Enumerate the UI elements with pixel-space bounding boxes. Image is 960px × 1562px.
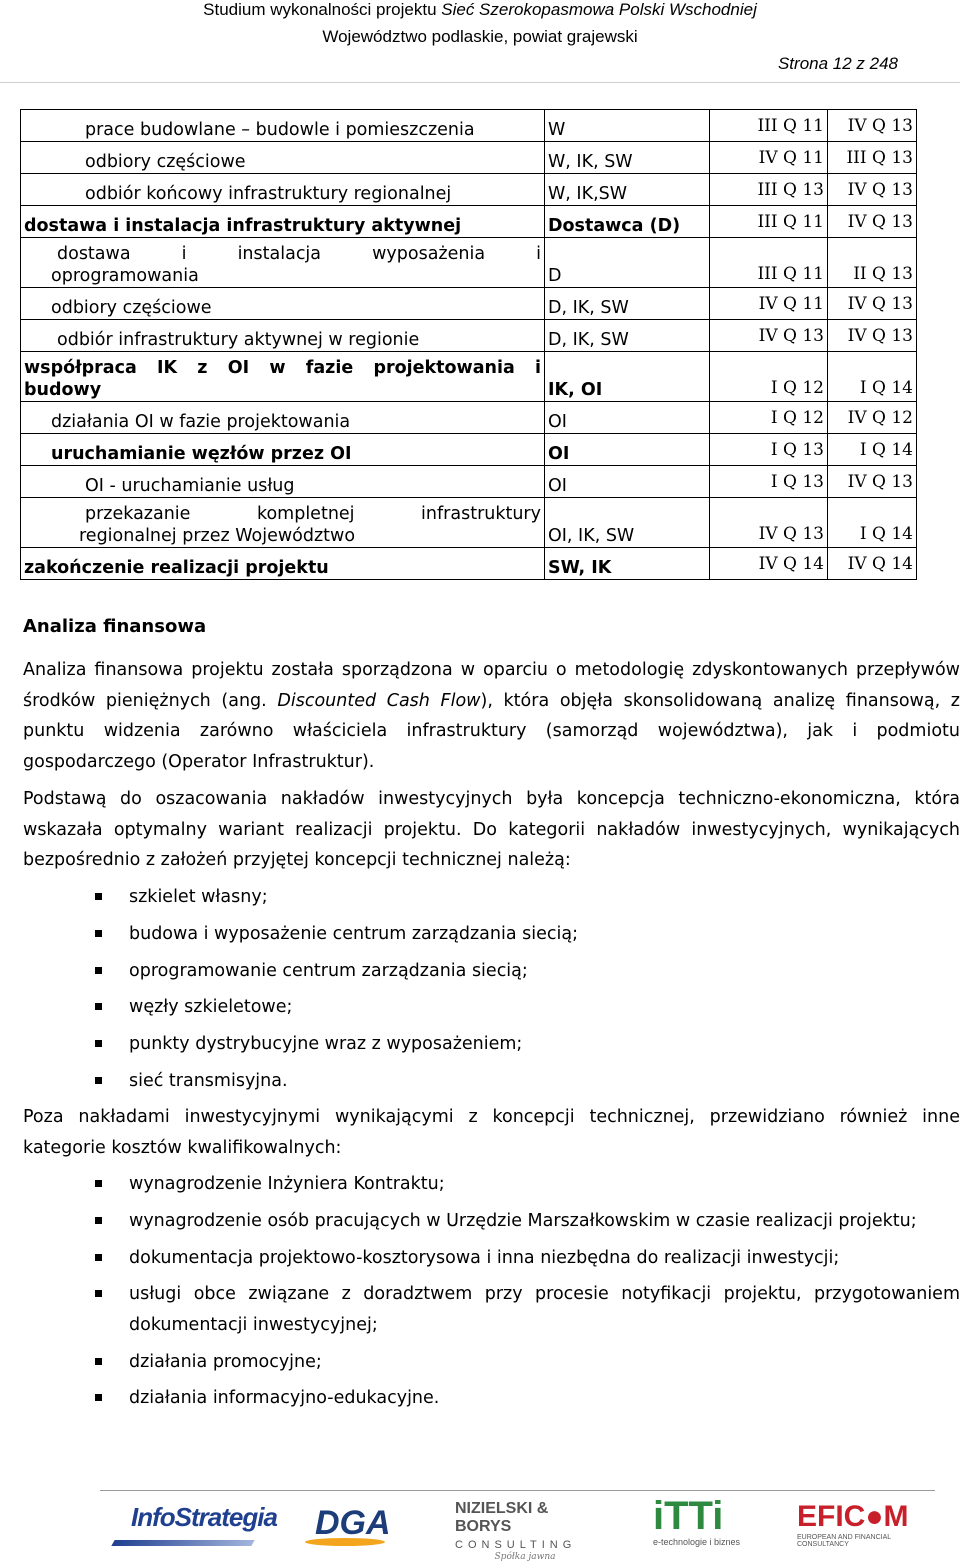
task-cell: prace budowlane – budowle i pomieszczenia <box>21 110 545 142</box>
list-item <box>95 1347 960 1378</box>
resp-cell: IK, OI <box>545 352 710 402</box>
resp-cell: OI <box>545 434 710 466</box>
header-project-name: Sieć Szerokopasmowa Polski Wschodniej <box>441 0 757 19</box>
list-item-text: wynagrodzenie osób pracujących w Urzędzie Marszałkowskim w czasie realizacji projektu; <box>129 1210 917 1231</box>
resp-cell: W, IK,SW <box>545 174 710 206</box>
start-cell: III Q 11 <box>710 238 828 288</box>
end-cell: I Q 14 <box>828 434 917 466</box>
list-item <box>95 1279 960 1340</box>
table-row <box>21 548 917 580</box>
table-row <box>21 238 917 288</box>
list-item-text: dokumentacja projektowo-kosztorysowa i inna niezbędna do realizacji inwestycji; <box>129 1247 840 1268</box>
infostrategia-logo-text: InfoStrategia <box>131 1502 277 1532</box>
bullet-icon <box>95 1217 102 1224</box>
eficom-logo <box>797 1500 937 1556</box>
task-cell: odbiory częściowe <box>21 142 545 174</box>
bullet-icon <box>95 967 102 974</box>
itti-logo <box>653 1495 768 1551</box>
resp-cell: W <box>545 110 710 142</box>
list-item <box>95 919 960 950</box>
start-cell: IV Q 11 <box>710 288 828 320</box>
start-cell: III Q 13 <box>710 174 828 206</box>
list-item-text: sieć transmisyjna. <box>129 1070 288 1091</box>
task-cell: odbiory częściowe <box>21 288 545 320</box>
resp-cell: Dostawca (D) <box>545 206 710 238</box>
end-cell: IV Q 13 <box>828 206 917 238</box>
resp-cell: OI <box>545 466 710 498</box>
end-cell: IV Q 12 <box>828 402 917 434</box>
bullet-icon <box>95 1254 102 1261</box>
table-row <box>21 434 917 466</box>
start-cell: I Q 12 <box>710 402 828 434</box>
list-item <box>95 1206 960 1237</box>
list-item-text: budowa i wyposażenie centrum zarządzania siecią; <box>129 923 578 944</box>
task-line-2: regionalnej przez Województwo <box>79 526 356 546</box>
table-row <box>21 288 917 320</box>
task-cell: odbiór infrastruktury aktywnej w regionie <box>21 320 545 352</box>
page-header <box>0 0 960 83</box>
start-cell: I Q 13 <box>710 434 828 466</box>
table-row <box>21 174 917 206</box>
end-cell: IV Q 13 <box>828 288 917 320</box>
table-row <box>21 352 917 402</box>
nb-logo-line3: Spółka jawna <box>494 1552 556 1562</box>
other-costs-list <box>95 1169 960 1420</box>
task-cell: OI - uruchamianie usług <box>21 466 545 498</box>
itti-logo-subtitle: e-technologie i biznes <box>653 1537 741 1547</box>
list-item <box>95 992 960 1023</box>
end-cell: II Q 13 <box>828 238 917 288</box>
bullet-icon <box>95 1358 102 1365</box>
start-cell: IV Q 14 <box>710 548 828 580</box>
start-cell: IV Q 13 <box>710 320 828 352</box>
paragraph-1 <box>23 655 960 777</box>
bullet-icon <box>95 1180 102 1187</box>
task-cell <box>21 352 545 402</box>
list-item <box>95 1029 960 1060</box>
paragraph-1-text-a: Analiza finansowa projektu została sporządzona w oparciu o metodologię zdyskontowanych przepływów środków pieniężnych (ang. <box>23 660 960 711</box>
paragraph-2: Podstawą do oszacowania nakładów inwestycyjnych była koncepcja techniczno-ekonomiczna, która wskazała optymalny wariant realizacji projektu. Do kategorii nakładów inwestycyjnych, wynikających bezpośrednio z założeń przyjętej koncepcji technicznej należą: <box>23 789 960 870</box>
nizielski-borys-logo <box>455 1500 605 1562</box>
list-item-text: działania informacyjno-edukacyjne. <box>129 1388 440 1409</box>
investment-list <box>95 882 960 1103</box>
task-cell: odbiór końcowy infrastruktury regionalnej <box>21 174 545 206</box>
resp-cell: W, IK, SW <box>545 142 710 174</box>
resp-cell: OI, IK, SW <box>545 498 710 548</box>
list-item <box>95 1383 960 1414</box>
start-cell: III Q 11 <box>710 206 828 238</box>
end-cell: I Q 14 <box>828 352 917 402</box>
header-title <box>0 0 960 20</box>
start-cell: IV Q 11 <box>710 142 828 174</box>
dga-logo-text: DGA <box>315 1504 391 1542</box>
bullet-icon <box>95 1290 102 1297</box>
resp-cell: SW, IK <box>545 548 710 580</box>
start-cell: IV Q 13 <box>710 498 828 548</box>
bullet-icon <box>95 1003 102 1010</box>
task-cell: zakończenie realizacji projektu <box>21 548 545 580</box>
task-line-2: oprogramowania <box>51 266 199 286</box>
bullet-icon <box>95 893 102 900</box>
table-row <box>21 466 917 498</box>
nb-logo-line2: CONSULTING <box>455 1539 577 1551</box>
section-heading: Analiza finansowa <box>23 616 207 637</box>
list-item <box>95 956 960 987</box>
eficom-logo-text: EFIC●M <box>797 1500 909 1533</box>
infostrategia-logo-swoosh <box>111 1540 254 1546</box>
list-item-text: działania promocyjne; <box>129 1351 322 1372</box>
end-cell: III Q 13 <box>828 142 917 174</box>
bullet-icon <box>95 1077 102 1084</box>
task-cell: uruchamianie węzłów przez OI <box>21 434 545 466</box>
schedule-table <box>20 109 917 580</box>
bullet-icon <box>95 930 102 937</box>
nb-logo-line1: NIZIELSKI & BORYS <box>455 1500 549 1535</box>
list-item <box>95 1243 960 1274</box>
table-row <box>21 206 917 238</box>
end-cell: IV Q 13 <box>828 320 917 352</box>
table-row <box>21 498 917 548</box>
resp-cell: D, IK, SW <box>545 320 710 352</box>
itti-logo-text: iTTi <box>653 1494 724 1538</box>
page-number: Strona 12 z 248 <box>777 54 898 73</box>
paragraph-1-text-b: ), która objęła skonsolidowaną analizę finansową, z punktu widzenia zarówno właściciela infrastruktury (samorząd województwa), jak i podmiotu gospodarczego (Operator Infrastruktur). <box>23 690 960 772</box>
bullet-icon <box>95 1394 102 1401</box>
header-title-prefix: Studium wykonalności projektu <box>203 0 442 19</box>
end-cell: IV Q 13 <box>828 110 917 142</box>
list-item-text: wynagrodzenie Inżyniera Kontraktu; <box>129 1174 445 1194</box>
end-cell: IV Q 13 <box>828 174 917 206</box>
task-cell <box>21 238 545 288</box>
dga-logo <box>305 1498 395 1556</box>
list-item-text: usługi obce związane z doradztwem przy procesie notyfikacji projektu, przygotowaniem dokumentacji inwestycyjnej; <box>129 1284 960 1335</box>
list-item-text: węzły szkieletowe; <box>129 997 293 1018</box>
paragraph-3: Poza nakładami inwestycyjnymi wynikającymi z koncepcji technicznej, przewidziano również inne kategorie kosztów kwalifikowalnych: <box>23 1107 960 1158</box>
list-item-text: szkielet własny; <box>129 887 268 907</box>
task-line-1: przekazanie kompletnej infrastruktury <box>85 504 541 524</box>
end-cell: I Q 14 <box>828 498 917 548</box>
table-row <box>21 402 917 434</box>
resp-cell: D, IK, SW <box>545 288 710 320</box>
resp-cell: D <box>545 238 710 288</box>
task-line-1: dostawa i instalacja wyposażenia i <box>57 244 541 264</box>
eficom-logo-subtitle: EUROPEAN AND FINANCIAL CONSULTANCY <box>797 1534 891 1548</box>
list-item-text: punkty dystrybucyjne wraz z wyposażeniem; <box>129 1034 523 1055</box>
table-row <box>21 142 917 174</box>
bullet-icon <box>95 1040 102 1047</box>
task-cell: dostawa i instalacja infrastruktury aktywnej <box>21 206 545 238</box>
task-line-1: współpraca IK z OI w fazie projektowania i <box>24 358 541 378</box>
header-region: Województwo podlaskie, powiat grajewski <box>322 27 638 46</box>
list-item <box>95 882 960 913</box>
list-item-text: oprogramowanie centrum zarządzania siecią; <box>129 960 528 981</box>
task-cell: działania OI w fazie projektowania <box>21 402 545 434</box>
resp-cell: OI <box>545 402 710 434</box>
end-cell: IV Q 13 <box>828 466 917 498</box>
end-cell: IV Q 14 <box>828 548 917 580</box>
start-cell: I Q 12 <box>710 352 828 402</box>
table-row <box>21 110 917 142</box>
start-cell: III Q 11 <box>710 110 828 142</box>
table-row <box>21 320 917 352</box>
task-line-2: budowy <box>24 380 102 400</box>
task-cell <box>21 498 545 548</box>
infostrategia-logo <box>113 1500 277 1552</box>
start-cell: I Q 13 <box>710 466 828 498</box>
list-item <box>95 1169 960 1200</box>
paragraph-1-italic: Discounted Cash Flow <box>277 690 481 711</box>
list-item <box>95 1066 960 1097</box>
